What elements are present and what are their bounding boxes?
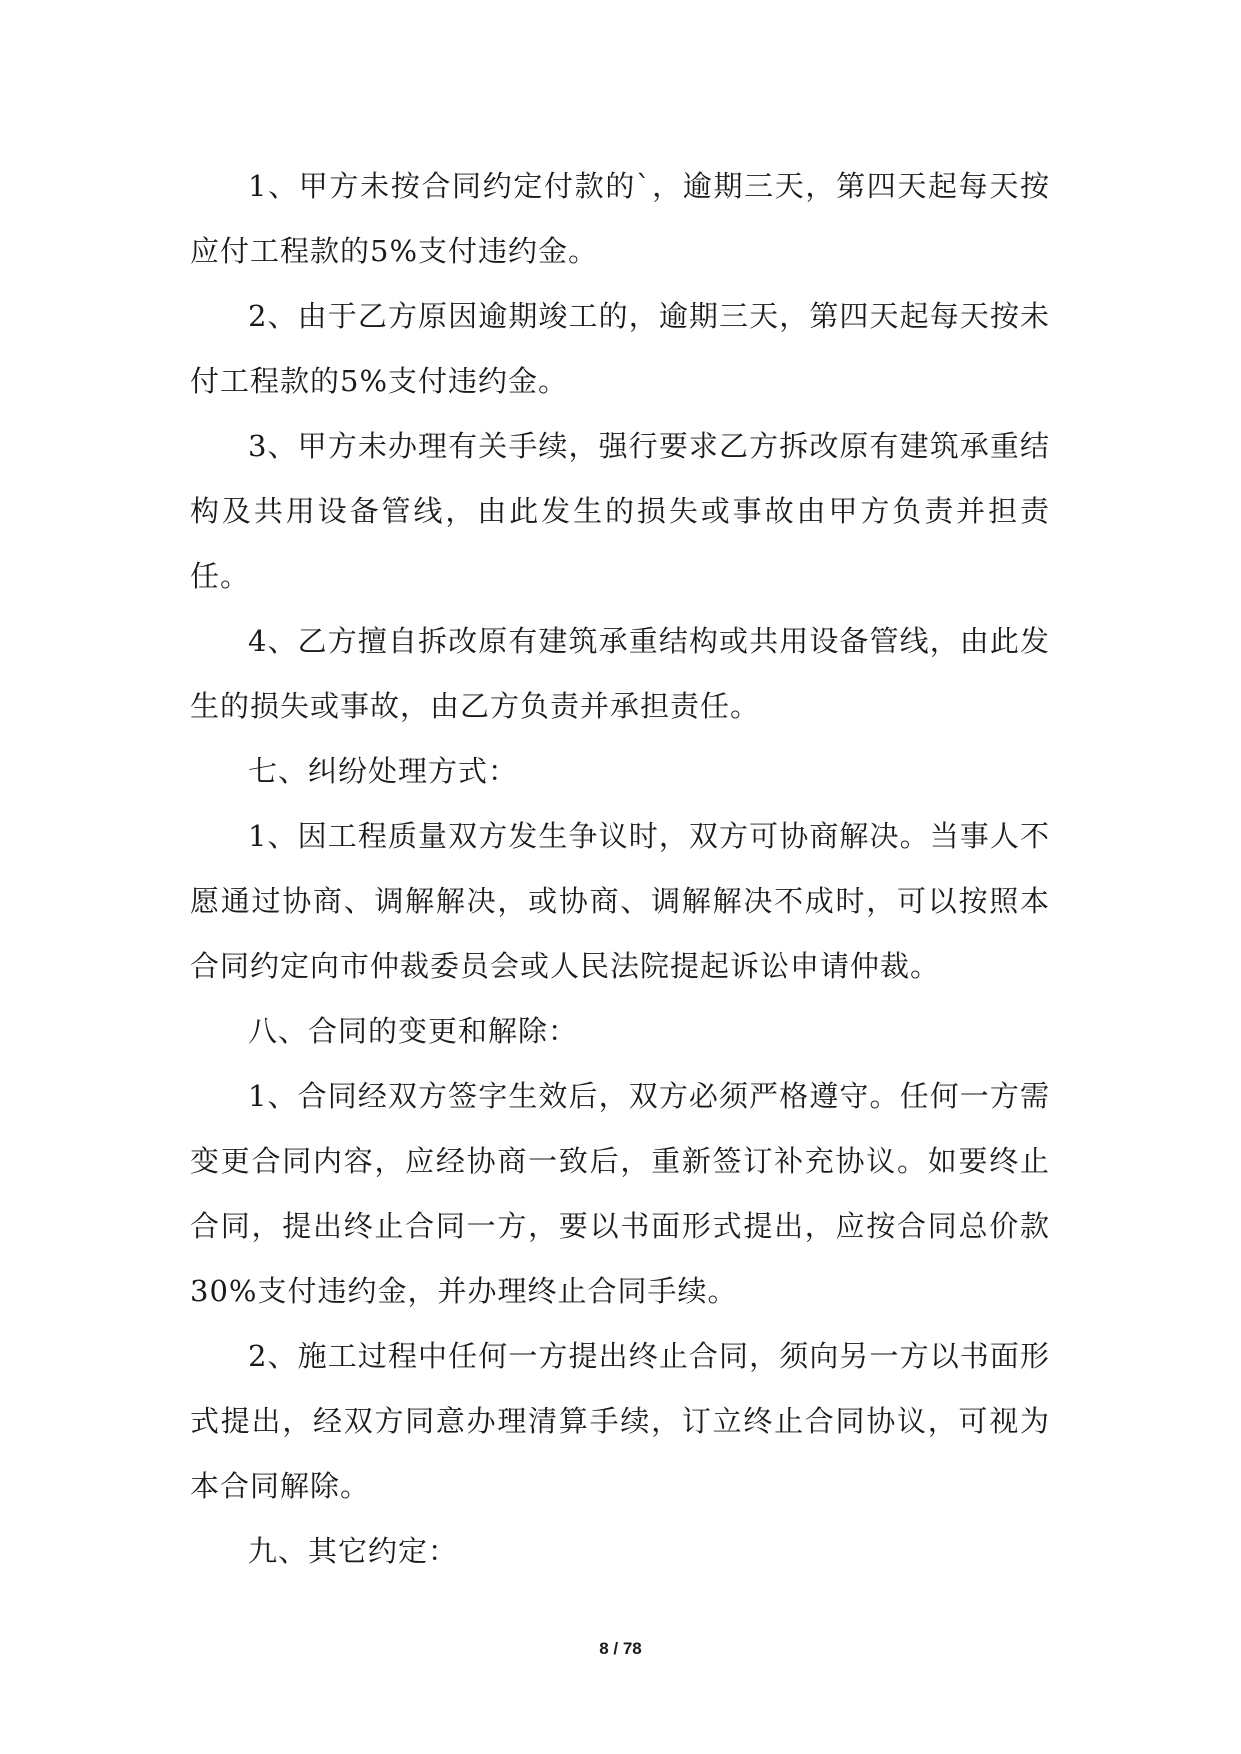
section-heading-other-agreements: 九、其它约定： [248, 1534, 459, 1568]
paragraph-penalty-party-a-late-payment: 1、甲方未按合同约定付款的`，逾期三天，第四天起每天按应付工程款的5%支付违约金。 [190, 169, 1050, 268]
paragraph-dispute-resolution-1: 1、因工程质量双方发生争议时，双方可协商解决。当事人不愿通过协商、调解解决，或协商、调解解决不成时，可以按照本合同约定向市仲裁委员会或人民法院提起诉讼申请仲裁。 [190, 819, 1050, 983]
paragraph-contract-change-1: 1、合同经双方签字生效后，双方必须严格遵守。任何一方需变更合同内容，应经协商一致后，重新签订补充协议。如要终止合同，提出终止合同一方，要以书面形式提出，应按合同总价款 30%支付违约金，并办理终止合同手续。 [190, 1079, 1050, 1308]
paragraph-penalty-party-b-late-completion: 2、由于乙方原因逾期竣工的，逾期三天，第四天起每天按未付工程款的5%支付违约金。 [190, 299, 1050, 398]
paragraph-party-b-unauthorized-alteration: 4、乙方擅自拆改原有建筑承重结构或共用设备管线，由此发生的损失或事故，由乙方负责并承担责任。 [190, 624, 1050, 723]
paragraph-contract-change-2: 2、施工过程中任何一方提出终止合同，须向另一方以书面形式提出，经双方同意办理清算手续，订立终止合同协议，可视为本合同解除。 [190, 1339, 1050, 1503]
paragraph-party-a-unauthorized-alteration: 3、甲方未办理有关手续，强行要求乙方拆改原有建筑承重结构及共用设备管线，由此发生的损失或事故由甲方负责并担责任。 [190, 429, 1050, 593]
section-heading-contract-change-termination: 八、合同的变更和解除： [248, 1014, 579, 1048]
page-number: 8 / 78 [599, 1639, 642, 1658]
section-heading-dispute-resolution: 七、纠纷处理方式： [248, 754, 519, 788]
document-body [190, 154, 1050, 1584]
